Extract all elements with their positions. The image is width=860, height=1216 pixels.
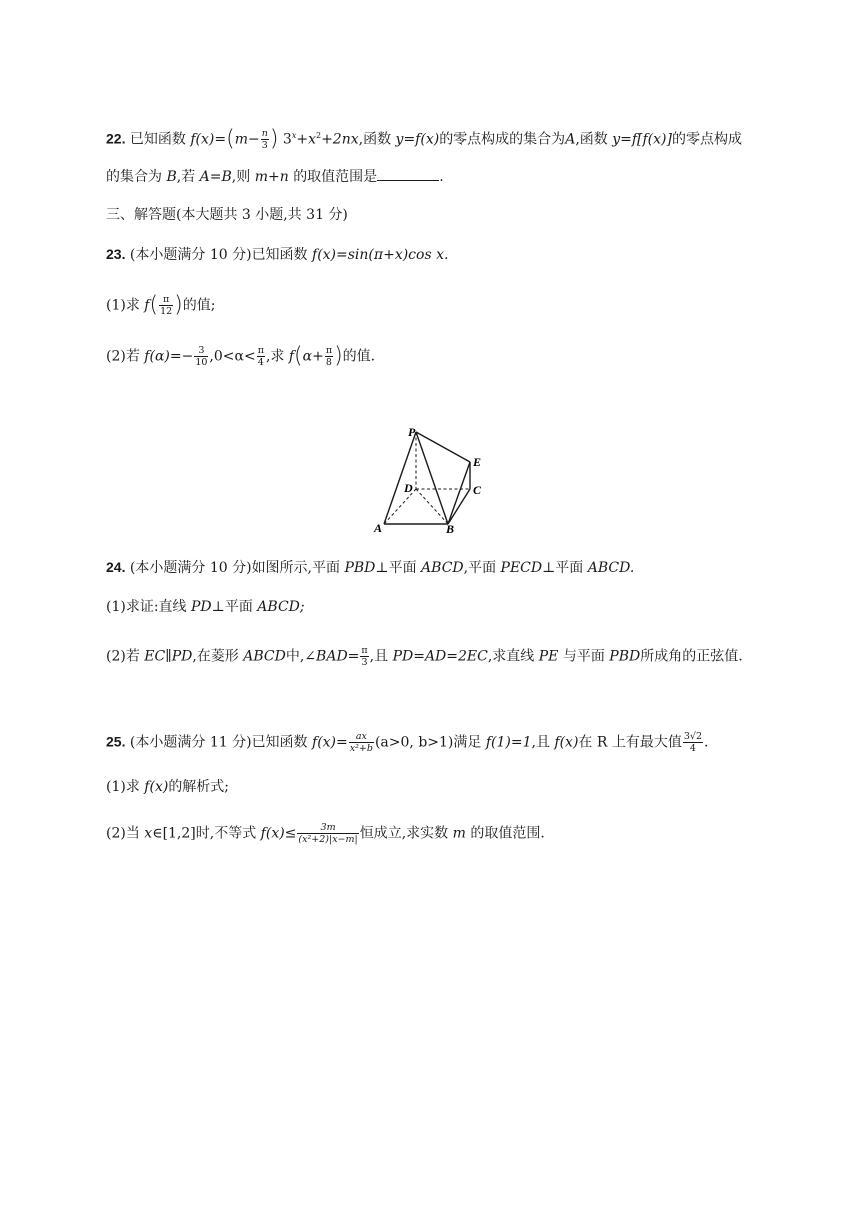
q25-max-frac bbox=[683, 731, 703, 754]
q22-set-A: A bbox=[565, 131, 576, 148]
q22-text-7: ,若 bbox=[176, 169, 196, 185]
q22-text-3: 的零点构成的集合为 bbox=[439, 131, 566, 148]
q25-p1-fx: f(x) bbox=[144, 779, 169, 795]
q23-p2-frac2 bbox=[257, 345, 265, 368]
q24-line1 bbox=[106, 557, 634, 578]
q23-p1-text: (1)求 bbox=[106, 297, 140, 314]
label-B: B bbox=[446, 522, 455, 534]
q23-p2-lparen: ( bbox=[294, 343, 303, 369]
q22-exp-x: x bbox=[291, 131, 297, 140]
q25-period: . bbox=[704, 734, 709, 751]
q23-p2-frac1-num: 3 bbox=[194, 345, 208, 357]
label-C: C bbox=[473, 483, 482, 497]
q22-y-ffx: y=f[f(x)] bbox=[612, 131, 672, 148]
q22-line1 bbox=[106, 126, 742, 151]
q23-p2-rparen: ) bbox=[334, 343, 343, 369]
q24-p2-frac bbox=[360, 645, 368, 668]
q25-fx-eq: f(x)= bbox=[312, 734, 348, 751]
q23-p1-frac-den: 12 bbox=[160, 306, 173, 317]
q24-p1-ABCD: ABCD; bbox=[257, 599, 305, 615]
q25-p1-end: 的解析式; bbox=[168, 779, 230, 795]
q25-text-2: 满足 bbox=[453, 734, 482, 751]
q24-p1-text: (1)求证:直线 bbox=[106, 599, 187, 615]
q24-p2-and: ,且 bbox=[369, 648, 389, 665]
q25-R: R bbox=[596, 734, 608, 751]
q25-p2-text: (2)当 bbox=[106, 825, 140, 842]
q22-plus-2nx: +2nx bbox=[321, 131, 359, 148]
q23-p2-frac2-num: π bbox=[257, 345, 264, 356]
q24-p1-PD: PD bbox=[191, 599, 212, 615]
q22-frac-den: 3 bbox=[261, 140, 268, 152]
label-E: E bbox=[473, 455, 482, 469]
q23-p2-frac2-den: 4 bbox=[257, 357, 264, 368]
q24-part1 bbox=[106, 597, 305, 617]
q22-exp-2: 2 bbox=[315, 131, 322, 140]
section-3-heading: 三、解答题(本大题共 3 小题,共 31 分) bbox=[106, 207, 348, 223]
q24-perp-2: ⊥平面 bbox=[542, 560, 584, 576]
q23-p1-frac bbox=[159, 294, 173, 317]
q23-line1 bbox=[106, 244, 448, 265]
edge-PB bbox=[416, 432, 448, 524]
q22-rparen: ) bbox=[269, 126, 279, 152]
q24-PECD: PECD bbox=[500, 560, 543, 576]
q23-p2-frac3-den: 8 bbox=[325, 357, 332, 368]
q22-set-B: B bbox=[166, 169, 177, 185]
q23-p2-end: 的值. bbox=[342, 348, 376, 365]
q22-text-9: 的取值范围是 bbox=[293, 169, 378, 185]
q22-m-plus-n: m+n bbox=[254, 169, 289, 185]
q22-A-eq-B: A=B bbox=[199, 169, 232, 185]
q22-line2 bbox=[106, 167, 444, 187]
q24-text-1: 如图所示,平面 bbox=[251, 560, 341, 576]
q24-p2-condition: PD=AD=2EC bbox=[392, 648, 488, 665]
q23-part1 bbox=[106, 294, 215, 317]
q25-number: 25. bbox=[106, 733, 126, 750]
q25-text-1: 已知函数 bbox=[251, 734, 308, 751]
q25-p2-frac-den: (x²+2)|x−m| bbox=[298, 834, 358, 845]
q23-p1-rparen: ) bbox=[174, 292, 183, 318]
q24-p1-perp: ⊥平面 bbox=[211, 599, 253, 615]
q25-max-num: 3√2 bbox=[683, 731, 703, 742]
q22-frac bbox=[261, 128, 269, 151]
q23-number: 23. bbox=[106, 246, 126, 262]
q25-part1 bbox=[106, 777, 229, 797]
q25-text-3: ,且 bbox=[531, 734, 550, 751]
q23-p2-alpha-plus: α+ bbox=[302, 348, 324, 365]
label-P: P bbox=[408, 425, 416, 439]
q25-text-4: 在 bbox=[578, 734, 593, 751]
q22-text-8: ,则 bbox=[231, 169, 251, 185]
q22-frac-num: n bbox=[261, 128, 268, 140]
q23-p1-frac-num: π bbox=[159, 294, 173, 306]
q22-text-5: 的零点构成 bbox=[671, 131, 742, 148]
q23-p2-frac1 bbox=[194, 345, 208, 368]
q22-text-4: ,函数 bbox=[575, 131, 608, 148]
q25-p2-fx: f(x)≤ bbox=[260, 825, 297, 842]
q25-line1 bbox=[106, 731, 708, 754]
q24-PBD: PBD bbox=[344, 560, 376, 576]
q23-p2-ask: ,求 bbox=[265, 348, 285, 365]
q24-perp-1: ⊥平面 bbox=[375, 560, 417, 576]
q22-text-6: 的集合为 bbox=[106, 169, 162, 185]
edge-DB bbox=[416, 489, 448, 524]
q23-p2-range: ,0<α< bbox=[209, 348, 256, 365]
q25-p2-frac bbox=[297, 822, 358, 845]
q24-p2-frac-num: π bbox=[361, 645, 368, 656]
edge-PA bbox=[384, 432, 416, 524]
q23-p2-frac1-den: 10 bbox=[195, 357, 208, 368]
q25-f1: f(1)=1 bbox=[485, 734, 532, 751]
q24-p2-ABCD: ABCD bbox=[243, 648, 286, 665]
q22-minus: − bbox=[248, 131, 260, 148]
q22-plus-x: +x bbox=[296, 131, 316, 148]
label-A: A bbox=[374, 521, 383, 534]
q22-eq: = bbox=[214, 131, 227, 148]
q24-p2-ask: ,求直线 bbox=[487, 648, 535, 665]
q22-m: m bbox=[234, 131, 248, 148]
q24-p2-end: 所成角的正弦值. bbox=[640, 648, 743, 665]
q24-ABCD-1: ABCD bbox=[421, 560, 464, 576]
q25-text-5: 上有最大值 bbox=[611, 734, 682, 751]
q24-ABCD-2: ABCD. bbox=[587, 560, 635, 576]
q23-score: (本小题满分 10 分) bbox=[129, 247, 252, 263]
q25-p2-domain: ∈[1,2]时,不等式 bbox=[152, 825, 257, 842]
label-D: D bbox=[404, 481, 413, 495]
q25-p2-ask: 恒成立,求实数 bbox=[359, 825, 449, 842]
q22-lparen: ( bbox=[226, 126, 235, 152]
q25-condition: (a>0, b>1) bbox=[374, 734, 454, 751]
geometry-figure bbox=[370, 422, 500, 534]
q24-score: (本小题满分 10 分) bbox=[129, 560, 252, 576]
q24-number: 24. bbox=[106, 559, 126, 575]
q23-p2-text: (2)若 bbox=[106, 348, 140, 365]
q25-p2-end: 的取值范围. bbox=[470, 825, 545, 842]
q25-p2-x: x bbox=[144, 825, 153, 842]
q25-p1-text: (1)求 bbox=[106, 779, 140, 795]
q23-text-1: 已知函数 bbox=[251, 247, 308, 263]
q24-p2-plane: 与平面 bbox=[562, 648, 605, 665]
q22-y-fx: y=f(x) bbox=[395, 131, 440, 148]
q24-part2 bbox=[106, 645, 743, 668]
q22-period: . bbox=[439, 169, 444, 185]
q24-text-2: ,平面 bbox=[463, 560, 497, 576]
q22-three: 3 bbox=[282, 131, 292, 148]
q23-p2-frac3-num: π bbox=[325, 345, 333, 356]
q23-part2 bbox=[106, 345, 375, 368]
q22-text-2: ,函数 bbox=[358, 131, 392, 148]
q24-p2-rhombus: ,在菱形 bbox=[192, 648, 239, 665]
q23-p1-lparen: ( bbox=[149, 292, 159, 318]
q25-frac-den: x²+b bbox=[349, 743, 373, 754]
q23-p2-f-alpha: f(α)=− bbox=[144, 348, 194, 365]
q23-p2-f: f bbox=[288, 348, 295, 365]
q24-p2-BAD: BAD= bbox=[316, 648, 360, 665]
q22-fx: f(x) bbox=[190, 131, 215, 148]
q24-p2-PBD: PBD bbox=[609, 648, 641, 665]
q25-score: (本小题满分 11 分) bbox=[129, 734, 252, 751]
q23-function-def: f(x)=sin(π+x)cos x. bbox=[312, 247, 449, 263]
q25-max-den: 4 bbox=[689, 743, 696, 754]
q25-fx: f(x) bbox=[554, 734, 579, 751]
q24-p2-PE: PE bbox=[538, 648, 559, 665]
q25-p2-frac-num: 3m bbox=[297, 822, 358, 834]
q25-frac bbox=[349, 731, 374, 754]
q23-p1-f: f bbox=[144, 297, 150, 314]
q24-p2-angle: 中,∠ bbox=[285, 648, 317, 665]
q25-p2-m: m bbox=[452, 825, 466, 842]
q23-p1-end: 的值; bbox=[182, 297, 216, 314]
q22-text-1: 已知函数 bbox=[129, 131, 186, 148]
q25-frac-num: ax bbox=[349, 731, 374, 743]
q24-p2-EC-PD: EC∥PD bbox=[144, 648, 193, 665]
q25-part2 bbox=[106, 822, 545, 845]
q24-p2-text: (2)若 bbox=[106, 648, 140, 665]
q23-p2-frac3 bbox=[325, 345, 333, 368]
q22-answer-blank[interactable] bbox=[377, 168, 439, 181]
q22-number: 22. bbox=[106, 130, 126, 147]
q24-p2-frac-den: 3 bbox=[361, 657, 368, 668]
edge-PE bbox=[416, 432, 470, 462]
